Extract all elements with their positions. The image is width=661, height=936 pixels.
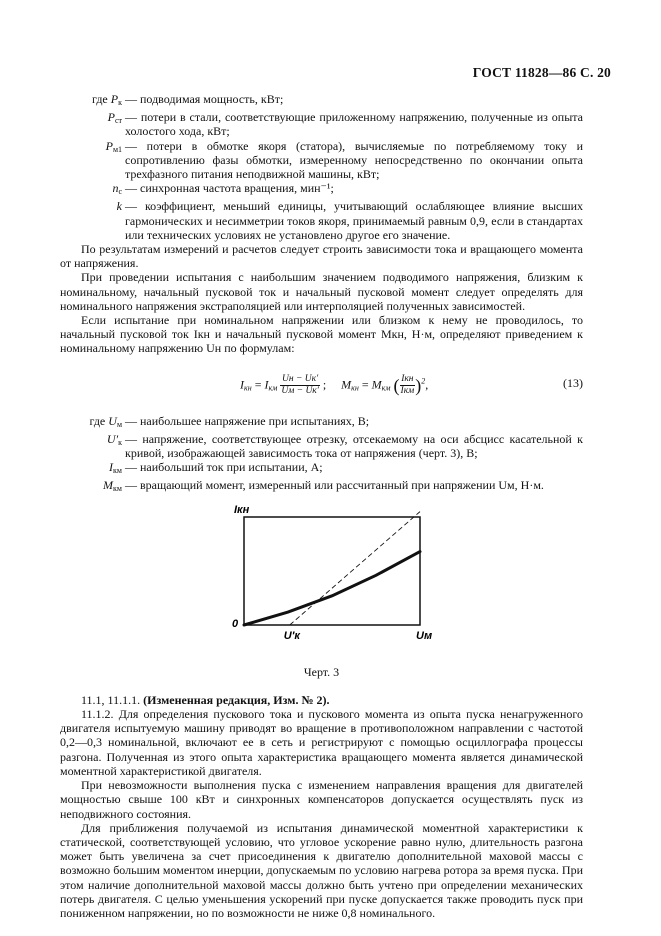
definition-text: — синхронная частота вращения, мин⁻¹; bbox=[125, 181, 334, 196]
symbol: P bbox=[107, 110, 115, 125]
figure-3 bbox=[60, 503, 583, 663]
definition-row bbox=[60, 92, 583, 110]
x-axis-label: Uм bbox=[416, 629, 433, 642]
symbol-subscript: км bbox=[113, 484, 122, 494]
definition-row bbox=[60, 432, 583, 460]
definition-text: — подводимая мощность, кВт; bbox=[125, 92, 284, 106]
symbol: U′ bbox=[106, 431, 119, 446]
definition-text: — потери в стали, соответствующие приложенному напряжению, полученные из опыта холостого хода, кВт; bbox=[125, 110, 583, 139]
paragraph: 11.1.2. Для определения пускового тока и пускового момента из опыта пуска ненагруженного двигателя испытуемую машину приводят во вращение в противоположном направлении с частотой 0,2—0,3 номинальной, включают ее в сеть и регистрируют с помощью осциллографа процессы разгона. Полученная из этого опыта характеристика вращающего момента является динамической моментной характеристикой двигателя. bbox=[60, 707, 583, 778]
fraction-denominator: Uм − Uк′ bbox=[281, 385, 319, 396]
symbol-subscript: ст bbox=[114, 116, 122, 126]
definition-row bbox=[60, 478, 583, 496]
fraction bbox=[280, 374, 319, 397]
paragraph: При невозможности выполнения пуска с изменением направления вращения для двигателей мощностью свыше 100 кВт и синхронных компенсаторов допускается осуществлять пуск из неподвижного состояния. bbox=[60, 778, 583, 821]
chart-frame bbox=[244, 517, 420, 625]
formula-symbol: I bbox=[240, 376, 244, 391]
definition-row bbox=[60, 139, 583, 182]
where-label: где bbox=[89, 413, 106, 428]
definition-row bbox=[60, 181, 583, 199]
definition-row bbox=[60, 460, 583, 478]
definition-text: — наибольшее напряжение при испытаниях, В; bbox=[125, 413, 370, 428]
symbol-subscript: км bbox=[113, 466, 122, 476]
equals-sign: = bbox=[254, 376, 262, 391]
definition-row bbox=[60, 414, 583, 432]
symbol: P bbox=[110, 92, 119, 106]
fraction-numerator: Uн − Uк′ bbox=[282, 373, 319, 384]
definitions-bottom bbox=[60, 414, 583, 497]
document-body bbox=[60, 92, 583, 920]
origin-label: 0 bbox=[232, 617, 239, 630]
symbol-subscript: м1 bbox=[112, 144, 122, 154]
section-reference bbox=[60, 693, 583, 707]
definition-row bbox=[60, 199, 583, 242]
fraction-denominator: Iкм bbox=[400, 385, 415, 396]
formula-subscript: кн bbox=[351, 382, 359, 392]
formula-subscript: км bbox=[381, 382, 391, 392]
power-exponent: 2 bbox=[421, 375, 426, 385]
section-number: 11.1, 11.1.1. bbox=[81, 692, 141, 707]
formula-symbol: M bbox=[371, 376, 382, 391]
symbol-subscript: м bbox=[116, 419, 122, 429]
fraction bbox=[400, 374, 416, 397]
current-voltage-chart bbox=[220, 503, 450, 653]
equals-sign: = bbox=[361, 376, 369, 391]
symbol: k bbox=[116, 199, 122, 214]
paragraph: Для приближения получаемой из испытания динамической моментной характеристики к статической, соответствующей условию, что угловое ускорение равно нулю, длительность разгона может быть увеличена за счет присоединения к двигателю дополнительной маховой массы с возможно большим моментом инерции, допускаемым по условию нагрева ротора за время пуска. При этом наличие дополнительной маховой массы должно быть учтено при определении механических потерь двигателя. С целью уменьшения ускорений при пуске допускается также проводить пуск при пониженном напряжении, но по возможности не ниже 0,8 номинального. bbox=[60, 820, 583, 920]
symbol-subscript: к bbox=[118, 437, 122, 447]
equation-number: (13) bbox=[563, 375, 583, 390]
definition-text: — напряжение, соответствующее отрезку, отсекаемому на оси абсцисс касательной к кривой, изображающей зависимость тока от напряжения (черт. 3), В; bbox=[125, 431, 583, 461]
tangent-line bbox=[290, 511, 420, 624]
definition-row bbox=[60, 110, 583, 138]
symbol: P bbox=[105, 138, 113, 153]
symbol: U bbox=[108, 413, 117, 428]
formula: $I_{кн} = I_{км}$ $\frac{Uн - Uк'}{Uм - Uк'}$ ; $M_{кн} = M_{км}$ ( $\frac{\text{Iкн}}{\text{Iкм}}$ )$^2$, bbox=[240, 373, 429, 396]
symbol: M bbox=[103, 478, 114, 493]
where-label: где bbox=[92, 92, 108, 106]
definitions-top bbox=[60, 92, 583, 242]
amendment-note: (Измененная редакция, Изм. № 2). bbox=[143, 692, 330, 707]
definition-text: — потери в обмотке якоря (статора), вычисляемые по потребляемому току и сопротивлению фазы обмотки, измеренному непосредственно по окончании опыта трехфазного питания неподвижной машины, кВт; bbox=[125, 138, 583, 182]
formula-subscript: км bbox=[268, 382, 278, 392]
formula-subscript: кн bbox=[244, 382, 252, 392]
figure-caption: Черт. 3 bbox=[303, 664, 340, 679]
definition-text: — коэффициент, меньший единицы, учитывающий ослабляющее влияние высших гармонических и несимметрии токов якоря, принимаемый равным 0,9, если в стандартах или технических условиях не установлено другое его значение. bbox=[125, 199, 583, 242]
current-curve bbox=[244, 551, 420, 624]
definition-text: — наибольший ток при испытании, А; bbox=[125, 460, 323, 475]
definition-text: — вращающий момент, измеренный или рассчитанный при напряжении Uм, Н·м. bbox=[125, 478, 544, 493]
formula-symbol: I bbox=[264, 376, 269, 391]
symbol: I bbox=[109, 460, 114, 475]
symbol-subscript: к bbox=[118, 98, 122, 107]
formula-block bbox=[60, 364, 583, 408]
paragraph: Если испытание при номинальном напряжении или близком к нему не проводилось, то начальный пусковой ток Iкн и начальный пусковой момент Mкн, Н·м, определяют приведением к номинальному напряжению Uн по формулам: bbox=[60, 313, 583, 356]
paragraph: При проведении испытания с наибольшим значением подводимого напряжения, близким к номинальному, начальный пусковой ток и начальный пусковой момент следует определять для номинального напряжения экстраполяцией или интерполяцией полученных зависимостей. bbox=[60, 270, 583, 313]
symbol-subscript: с bbox=[118, 187, 122, 197]
formula-symbol: M bbox=[341, 376, 352, 391]
tangent-intercept-label: U′к bbox=[283, 629, 300, 642]
paragraph: По результатам измерений и расчетов следует строить зависимости тока и вращающего момента от напряжения. bbox=[60, 242, 583, 271]
y-axis-label: Iкн bbox=[234, 503, 250, 516]
symbol: n bbox=[112, 181, 119, 196]
page-header: ГОСТ 11828—86 С. 20 bbox=[472, 65, 611, 80]
fraction-numerator: Iкн bbox=[401, 373, 414, 384]
